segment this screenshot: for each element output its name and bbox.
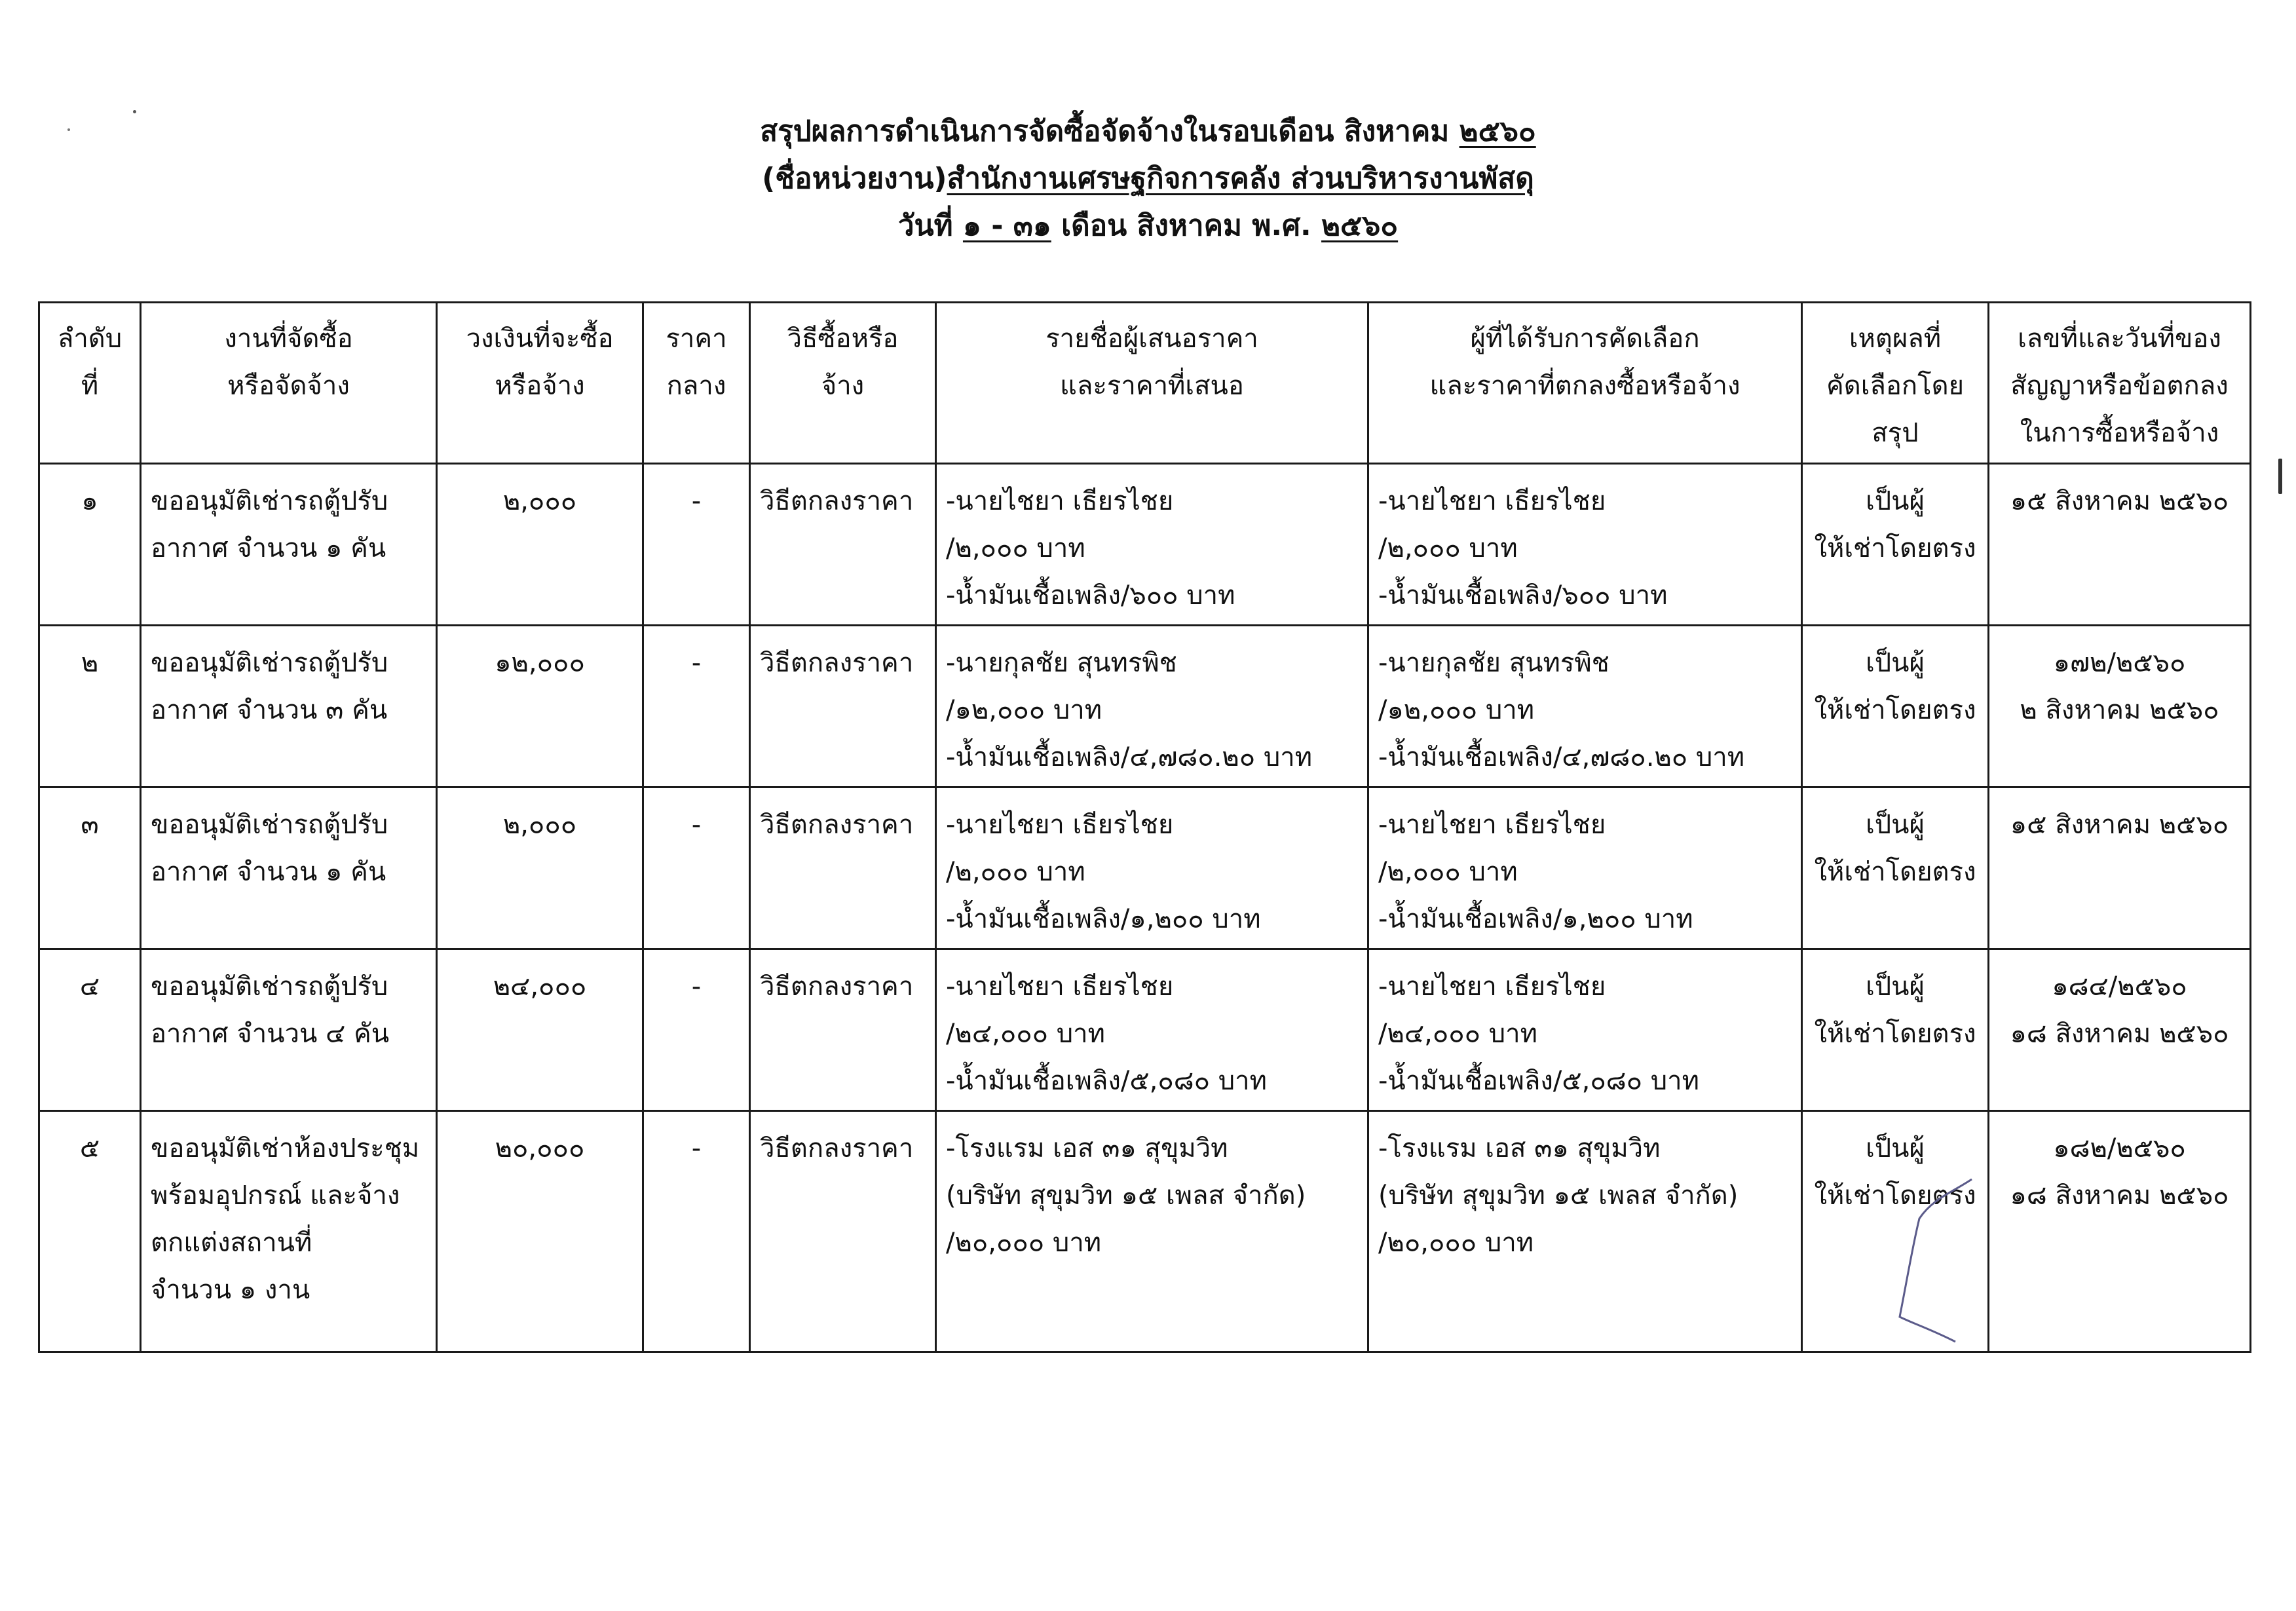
selected-cell-line: -น้ำมันเชื้อเพลิง/๑,๒๐๐ บาท	[1378, 904, 1693, 934]
row-number-text: ๑	[81, 486, 98, 516]
reason-cell	[1802, 787, 1989, 949]
column-header-text: สรุป	[1872, 418, 1919, 448]
contract-cell-line: ๑๘ สิงหาคม ๒๕๖๐	[2010, 1181, 2229, 1211]
task-cell-line: ตกแต่งสถานที่	[151, 1228, 312, 1258]
budget-cell-text: ๒๐,๐๐๐	[495, 1133, 585, 1164]
bidders-cell-line: -น้ำมันเชื้อเพลิง/๕,๐๘๐ บาท	[946, 1066, 1267, 1096]
col-task-header	[141, 303, 437, 464]
table-header-row	[39, 303, 2251, 464]
task-cell-line: จำนวน ๑ งาน	[151, 1275, 311, 1305]
selected-cell	[1368, 1111, 1802, 1352]
column-header-text: หรือจ้าง	[495, 371, 585, 401]
agency-line: (ชื่อหน่วยงาน)สำนักงานเศรษฐกิจการคลัง ส่วนบริหารงานพัสดุ	[762, 162, 1534, 195]
median-price-cell	[643, 787, 750, 949]
column-header-text: และราคาที่ตกลงซื้อหรือจ้าง	[1429, 371, 1741, 401]
bidders-cell-line: -นายกุลชัย สุนทรพิช	[946, 648, 1177, 678]
selected-cell	[1368, 949, 1802, 1111]
bidders-cell-line: -นายไชยา เธียรไชย	[946, 486, 1174, 516]
contract-cell-line: ๑๘ สิงหาคม ๒๕๖๐	[2010, 1019, 2229, 1049]
reason-cell-line: เป็นผู้	[1866, 972, 1925, 1002]
selected-cell-line: -โรงแรม เอส ๓๑ สุขุมวิท	[1378, 1133, 1661, 1164]
column-header-text: สัญญาหรือข้อตกลง	[2010, 371, 2229, 401]
bidders-cell-line: /๒๐,๐๐๐ บาท	[946, 1228, 1102, 1258]
reason-cell-line: เป็นผู้	[1866, 1133, 1925, 1164]
bidders-cell-line: /๒,๐๐๐ บาท	[946, 533, 1085, 563]
budget-cell	[437, 787, 643, 949]
column-header-text: หรือจัดจ้าง	[227, 371, 350, 401]
contract-cell-line: ๑๕ สิงหาคม ๒๕๖๐	[2010, 486, 2229, 516]
bidders-cell-line: -นายไชยา เธียรไชย	[946, 972, 1174, 1002]
method-cell	[750, 949, 936, 1111]
column-header-text: คัดเลือกโดย	[1826, 371, 1965, 401]
bidders-cell	[936, 464, 1368, 626]
column-header-text: งานที่จัดซื้อ	[224, 324, 353, 354]
row-number	[39, 1111, 141, 1352]
budget-cell	[437, 949, 643, 1111]
median-price-cell	[643, 1111, 750, 1352]
column-header-text: จ้าง	[821, 371, 865, 401]
column-header-text: กลาง	[666, 371, 726, 401]
column-header-text: ที่	[81, 371, 99, 401]
task-cell-line: อากาศ จำนวน ๑ คัน	[151, 857, 386, 887]
bidders-cell-line: /๑๒,๐๐๐ บาท	[946, 695, 1102, 725]
task-cell-line: อากาศ จำนวน ๓ คัน	[151, 695, 388, 725]
bidders-cell	[936, 626, 1368, 787]
method-cell	[750, 464, 936, 626]
budget-cell-text: ๒,๐๐๐	[502, 810, 577, 840]
selected-cell	[1368, 626, 1802, 787]
task-cell-line: พร้อมอุปกรณ์ และจ้าง	[151, 1181, 400, 1211]
reason-cell	[1802, 464, 1989, 626]
col-budget-header	[437, 303, 643, 464]
report-title: สรุปผลการดำเนินการจัดซื้อจัดจ้างในรอบเดือน สิงหาคม ๒๕๖๐	[760, 115, 1536, 148]
selected-cell-line: (บริษัท สุขุมวิท ๑๕ เพลส จำกัด)	[1378, 1181, 1739, 1211]
row-number	[39, 626, 141, 787]
table-row	[39, 787, 2251, 949]
row-number-text: ๓	[81, 810, 99, 840]
column-header-text: วงเงินที่จะซื้อ	[466, 324, 614, 354]
col-bidders-header	[936, 303, 1368, 464]
selected-cell-line: -น้ำมันเชื้อเพลิง/๖๐๐ บาท	[1378, 580, 1668, 611]
table-row	[39, 464, 2251, 626]
column-header-text: ลำดับ	[57, 324, 122, 354]
budget-cell-text: ๒๔,๐๐๐	[493, 972, 587, 1002]
contract-cell-line: ๑๘๔/๒๕๖๐	[2052, 972, 2187, 1002]
selected-cell-line: -นายไชยา เธียรไชย	[1378, 972, 1606, 1002]
reason-cell	[1802, 626, 1989, 787]
bidders-cell-line: -โรงแรม เอส ๓๑ สุขุมวิท	[946, 1133, 1228, 1164]
row-number	[39, 787, 141, 949]
table-row	[39, 949, 2251, 1111]
col-method-header	[750, 303, 936, 464]
reason-cell-line: เป็นผู้	[1866, 810, 1925, 840]
contract-cell	[1989, 464, 2251, 626]
date-range-line: วันที่ ๑ - ๓๑ เดือน สิงหาคม พ.ศ. ๒๕๖๐	[897, 209, 1399, 242]
bidders-cell-line: -น้ำมันเชื้อเพลิง/๖๐๐ บาท	[946, 580, 1235, 611]
reason-cell-line: ให้เช่าโดยตรง	[1814, 695, 1976, 725]
column-header-text: เหตุผลที่	[1849, 324, 1942, 354]
task-cell	[141, 464, 437, 626]
selected-cell-line: -นายกุลชัย สุนทรพิช	[1378, 648, 1609, 678]
bidders-cell-line: (บริษัท สุขุมวิท ๑๕ เพลส จำกัด)	[946, 1181, 1306, 1211]
reason-cell-line: ให้เช่าโดยตรง	[1814, 533, 1976, 563]
method-cell-text: วิธีตกลงราคา	[760, 486, 914, 516]
task-cell-line: อากาศ จำนวน ๑ คัน	[151, 533, 386, 563]
method-cell-text: วิธีตกลงราคา	[760, 810, 914, 840]
row-number-text: ๒	[81, 648, 99, 678]
method-cell-text: วิธีตกลงราคา	[760, 648, 914, 678]
col-contract-header	[1989, 303, 2251, 464]
selected-cell	[1368, 464, 1802, 626]
bidders-cell-line: -น้ำมันเชื้อเพลิง/๑,๒๐๐ บาท	[946, 904, 1261, 934]
contract-cell	[1989, 787, 2251, 949]
method-cell-text: วิธีตกลงราคา	[760, 1133, 914, 1164]
method-cell-text: วิธีตกลงราคา	[760, 972, 914, 1002]
task-cell	[141, 1111, 437, 1352]
task-cell-line: ขออนุมัติเช่าห้องประชุม	[151, 1133, 420, 1164]
budget-cell-text: ๑๒,๐๐๐	[495, 648, 585, 678]
bidders-cell-line: /๒,๐๐๐ บาท	[946, 857, 1085, 887]
selected-cell-line: /๒,๐๐๐ บาท	[1378, 533, 1518, 563]
selected-cell-line: /๒,๐๐๐ บาท	[1378, 857, 1518, 887]
col-no-header	[39, 303, 141, 464]
selected-cell-line: -น้ำมันเชื้อเพลิง/๔,๗๘๐.๒๐ บาท	[1378, 742, 1745, 772]
task-cell-line: ขออนุมัติเช่ารถตู้ปรับ	[151, 648, 388, 678]
bidders-cell	[936, 949, 1368, 1111]
row-number-text: ๔	[79, 972, 100, 1002]
method-cell	[750, 626, 936, 787]
reason-cell-line: เป็นผู้	[1866, 648, 1925, 678]
col-selected-header	[1368, 303, 1802, 464]
method-cell	[750, 787, 936, 949]
contract-cell-line: ๑๘๒/๒๕๖๐	[2053, 1133, 2186, 1164]
contract-cell-line: ๒ สิงหาคม ๒๕๖๐	[2020, 695, 2219, 725]
reason-cell-line: เป็นผู้	[1866, 486, 1925, 516]
reason-cell-line: ให้เช่าโดยตรง	[1814, 1019, 1976, 1049]
task-cell-line: ขออนุมัติเช่ารถตู้ปรับ	[151, 486, 388, 516]
bidders-cell-line: /๒๔,๐๐๐ บาท	[946, 1019, 1106, 1049]
median-price-cell-text: -	[691, 972, 702, 1002]
median-price-cell-text: -	[691, 1133, 702, 1164]
median-price-cell	[643, 464, 750, 626]
selected-cell	[1368, 787, 1802, 949]
row-number-text: ๕	[79, 1133, 100, 1164]
contract-cell	[1989, 1111, 2251, 1352]
bidders-cell	[936, 1111, 1368, 1352]
budget-cell	[437, 626, 643, 787]
selected-cell-line: -น้ำมันเชื้อเพลิง/๕,๐๘๐ บาท	[1378, 1066, 1699, 1096]
selected-cell-line: -นายไชยา เธียรไชย	[1378, 810, 1606, 840]
bidders-cell-line: -นายไชยา เธียรไชย	[946, 810, 1174, 840]
selected-cell-line: /๑๒,๐๐๐ บาท	[1378, 695, 1535, 725]
budget-cell	[437, 1111, 643, 1352]
col-reason-header	[1802, 303, 1989, 464]
budget-cell-text: ๒,๐๐๐	[502, 486, 577, 516]
column-header-text: ในการซื้อหรือจ้าง	[2020, 418, 2219, 448]
handwritten-mark	[1873, 1160, 1991, 1356]
column-header-text: และราคาที่เสนอ	[1060, 371, 1244, 401]
task-cell	[141, 787, 437, 949]
selected-cell-line: /๒๐,๐๐๐ บาท	[1378, 1228, 1534, 1258]
budget-cell	[437, 464, 643, 626]
reason-cell-line: ให้เช่าโดยตรง	[1814, 857, 1976, 887]
bidders-cell	[936, 787, 1368, 949]
row-number	[39, 949, 141, 1111]
task-cell	[141, 626, 437, 787]
median-price-cell	[643, 626, 750, 787]
bidders-cell-line: -น้ำมันเชื้อเพลิง/๔,๗๘๐.๒๐ บาท	[946, 742, 1313, 772]
reason-cell	[1802, 949, 1989, 1111]
column-header-text: ราคา	[666, 324, 727, 354]
document-header	[0, 108, 2296, 250]
column-header-text: ผู้ที่ได้รับการคัดเลือก	[1470, 324, 1700, 354]
selected-cell-line: -นายไชยา เธียรไชย	[1378, 486, 1606, 516]
table-row	[39, 626, 2251, 787]
contract-cell	[1989, 949, 2251, 1111]
contract-cell-line: ๑๕ สิงหาคม ๒๕๖๐	[2010, 810, 2229, 840]
selected-cell-line: /๒๔,๐๐๐ บาท	[1378, 1019, 1538, 1049]
reason-cell-line: ให้เช่าโดยตรง	[1814, 1181, 1976, 1211]
col-median-price-header	[643, 303, 750, 464]
contract-cell-line: ๑๗๒/๒๕๖๐	[2053, 648, 2186, 678]
method-cell	[750, 1111, 936, 1352]
column-header-text: เลขที่และวันที่ของ	[2018, 324, 2221, 354]
task-cell-line: ขออนุมัติเช่ารถตู้ปรับ	[151, 972, 388, 1002]
median-price-cell-text: -	[691, 486, 702, 516]
task-cell	[141, 949, 437, 1111]
edge-mark	[2278, 459, 2282, 494]
column-header-text: รายชื่อผู้เสนอราคา	[1045, 324, 1258, 354]
task-cell-line: อากาศ จำนวน ๔ คัน	[151, 1019, 390, 1049]
median-price-cell	[643, 949, 750, 1111]
task-cell-line: ขออนุมัติเช่ารถตู้ปรับ	[151, 810, 388, 840]
row-number	[39, 464, 141, 626]
column-header-text: วิธีซื้อหรือ	[787, 324, 899, 354]
contract-cell	[1989, 626, 2251, 787]
median-price-cell-text: -	[691, 810, 702, 840]
median-price-cell-text: -	[691, 648, 702, 678]
